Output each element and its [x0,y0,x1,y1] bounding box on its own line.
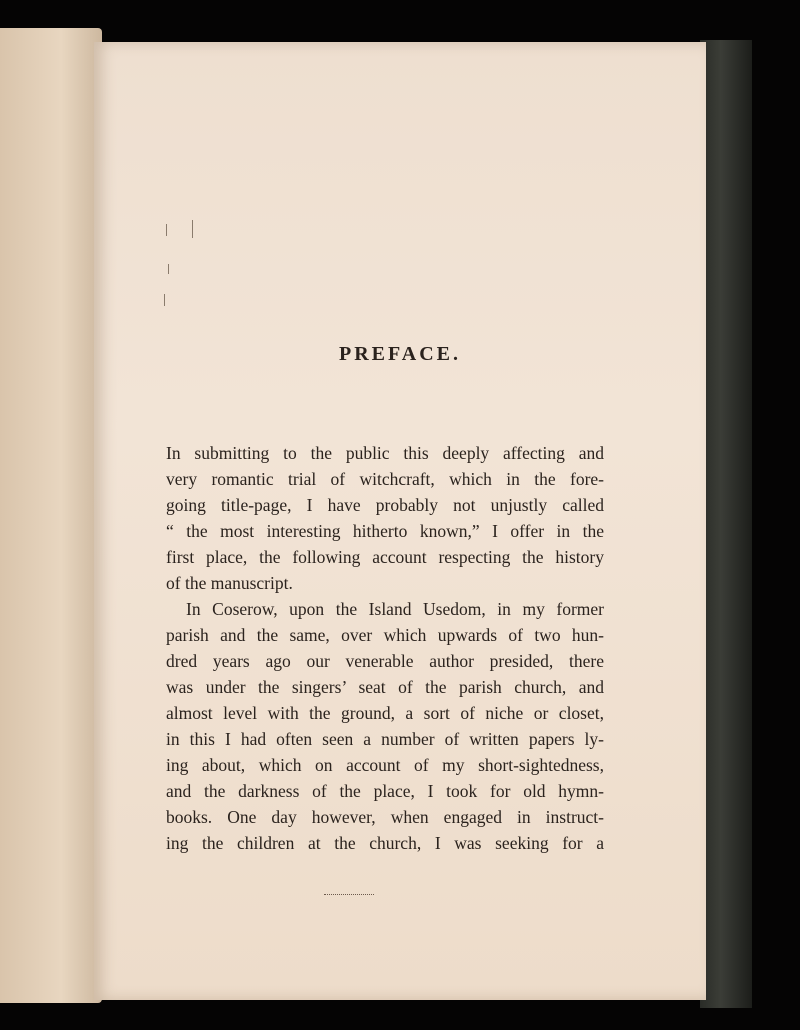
text-line: parish and the same, over which upwards of two hun- [166,625,604,645]
pencil-marks [164,224,204,304]
text-line: was under the singers’ seat of the parish church, and [166,677,604,697]
paragraph-1 [166,440,604,596]
preface-text [166,440,604,856]
text-line: books. One day however, when engaged in instruct- [166,807,604,827]
text-line: dred years ago our venerable author presided, there [166,651,604,671]
left-page-edge [0,28,102,1003]
text-line: almost level with the ground, a sort of niche or closet, [166,703,604,723]
text-line: In submitting to the public this deeply affecting and [166,443,604,463]
book-page [94,42,706,1000]
text-line: ing the children at the church, I was seeking for a [166,833,604,853]
text-line: and the darkness of the place, I took for old hymn- [166,781,604,801]
text-line: first place, the following account respecting the history [166,547,604,567]
text-line: “ the most interesting hitherto known,” I offer in the [166,521,604,541]
text-line: In Coserow, upon the Island Usedom, in my former [186,599,604,619]
paragraph-2 [166,596,604,856]
text-line: of the manuscript. [166,573,293,593]
text-line: in this I had often seen a number of written papers ly- [166,729,604,749]
signature-mark [324,894,374,897]
text-line: ing about, which on account of my short-sightedness, [166,755,604,775]
book-cover-edge [700,40,752,1008]
text-line: going title-page, I have probably not unjustly called [166,495,604,515]
page-title: PREFACE. [339,343,461,365]
text-line: very romantic trial of witchcraft, which in the fore- [166,469,604,489]
